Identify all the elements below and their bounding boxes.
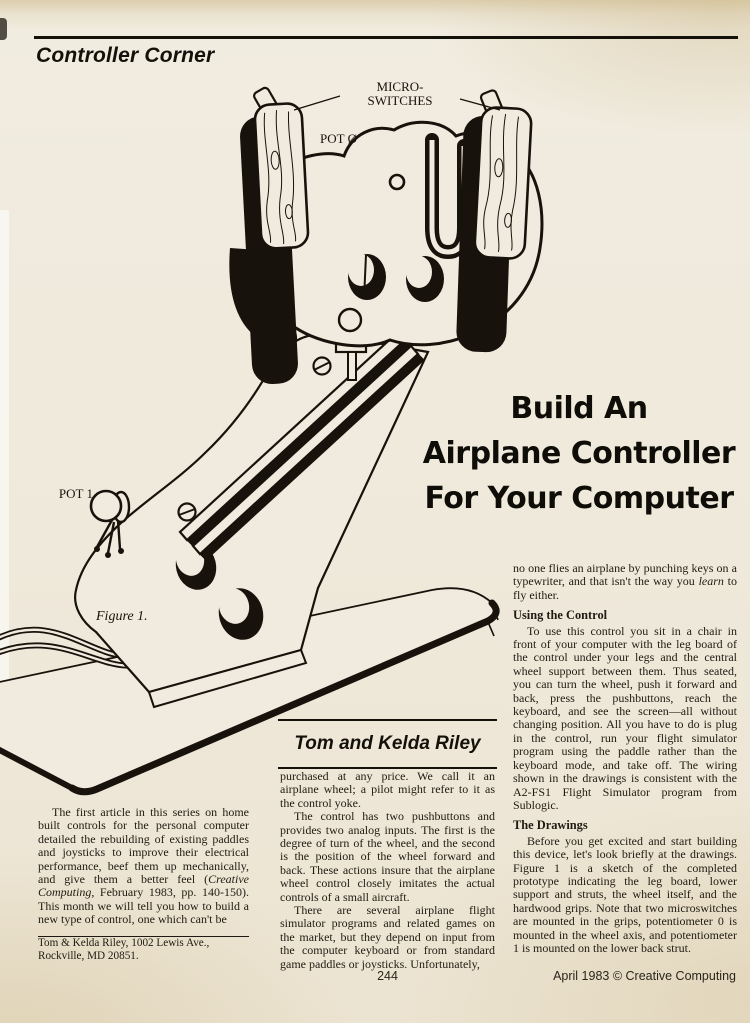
pot0-label: POT Ø [320,131,357,146]
middle-paragraph-1: purchased at any price. We call it an airplane wheel; a pilot might refer to it as the control yoke. [280,769,495,810]
microswitches-label-line1: MICRO- [376,79,424,94]
column-right [513,562,737,955]
right-intro-paragraph [513,562,737,602]
middle-paragraph-3: There are several airplane flight simulator programs and related games on the market, but they depend on input from the computer keyboard or from standard game paddles or joysticks. Unfortunately, [280,903,495,971]
right-intro-text-2: to fly either. [513,574,737,602]
left-paragraph [38,806,249,927]
pot1-label: POT 1 [58,486,93,501]
headline-line2: Airplane Controller [422,436,736,471]
microswitches-label-line2: SWITCHES [367,93,433,108]
scan-edge-smudge [0,18,7,40]
middle-paragraph-2: The control has two pushbuttons and provides two analog inputs. The first is the degree of turn of the wheel, and the second is the position of the wheel forward and back. These actions insure that the airplane wheel control closely imitates the actual controls of a small aircraft. [280,809,495,904]
header-rule [34,36,738,39]
section-body-using-the-control: To use this control you sit in a chair in front of your computer with the leg board of the control under your legs and the central wheel support between them. Thus seated, you can turn the wheel, push it forward and back, press the pushbuttons, reach the keyboard, and see the screen—all without changing position. All you have to do is plug in the control, run your flight simulator program using the paddle rather than the keyboard mode, and take off. The wiring shown in the drawings is consistent with the A2-FS1 Flight Simulator program from Sublogic. [513,623,737,812]
left-paragraph-text-2: , February 1983, pp. 140-150). This month we will tell you how to build a new type of control, one which can't be [38,885,249,927]
left-paragraph-italic: Creative Computing [38,872,249,900]
section-heading-using-the-control: Using the Control [513,608,608,623]
left-paragraph-text: The first article in this series on home built controls for the personal computer detailed the rebuilding of existing paddles and joysticks to improve their electrical performance, beef them up mechanically, and give them a better feel ( [38,805,249,887]
figure-caption: Figure 1. [96,609,148,624]
right-intro-italic: learn [698,574,724,589]
issue-credit: April 1983 © Creative Computing [553,969,736,983]
right-grip [456,89,533,353]
column-left [38,806,249,963]
page-number: 244 [377,969,398,983]
byline-authors: Tom and Kelda Riley [294,733,481,754]
byline [278,719,497,769]
column-masthead: Controller Corner [36,44,215,67]
section-body-the-drawings: Before you get excited and start building this device, let's look briefly at the drawings. Figure 1 is a sketch of the completed prototype indicating the leg board, lower support and struts, the wheel itself, and the hardwood grips. Note that two microswitches are mounted in the grips, potentiometer 0 is mounted in the wheel axis, and potentiometer 1 is mounted on the lower back strut. [513,833,737,955]
author-footnote: Tom & Kelda Riley, 1002 Lewis Ave., Rockville, MD 20851. [38,936,210,962]
column-middle [280,770,495,971]
right-intro-text: no one flies an airplane by punching keys on a typewriter, and that isn't the way you [513,561,737,589]
section-heading-the-drawings: The Drawings [513,818,588,833]
headline-line1: Build An [510,391,648,426]
headline-line3: For Your Computer [424,481,734,516]
article-headline [416,386,742,521]
